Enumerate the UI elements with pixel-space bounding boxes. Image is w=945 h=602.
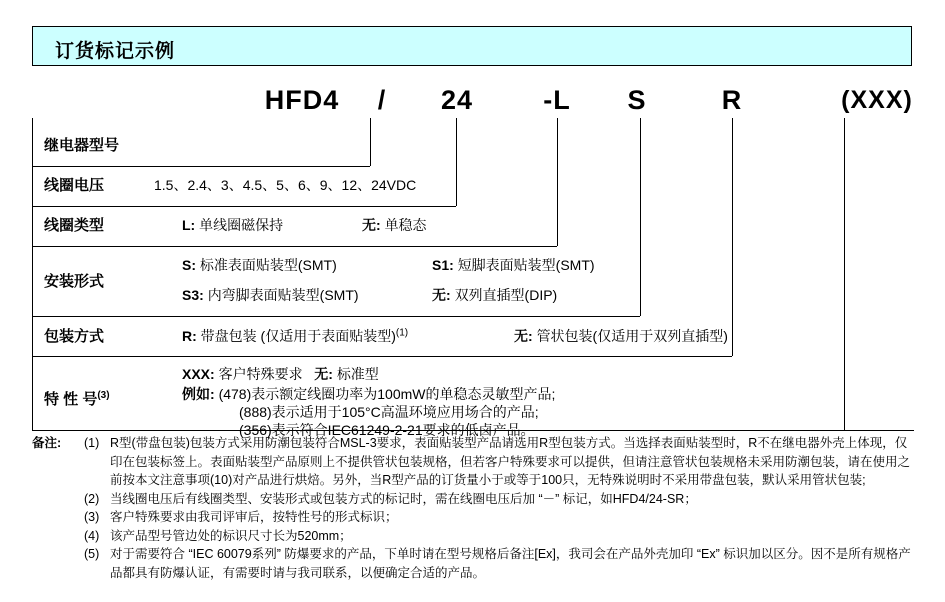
row-content-feature-example-3: (356)表示符合IEC61249-2-21要求的低卤产品。 bbox=[239, 422, 535, 438]
note-number: (4) bbox=[84, 528, 100, 543]
rule-coil-type bbox=[32, 246, 557, 247]
code-slash: / bbox=[377, 84, 387, 115]
packing-r-text: 带盘包装 (仅适用于表面贴装型) bbox=[200, 328, 396, 344]
part-number-row bbox=[32, 76, 912, 124]
coil-type-right-code: 无: bbox=[362, 217, 381, 233]
note-item bbox=[84, 508, 914, 527]
feature-example-label: 例如: bbox=[182, 386, 215, 402]
note-number: (1) bbox=[84, 436, 100, 450]
feature-label-footnote: (3) bbox=[97, 390, 110, 401]
code-feature: (XXX) bbox=[841, 85, 913, 114]
row-label-feature bbox=[44, 388, 110, 409]
coil-type-left-code: L: bbox=[182, 217, 196, 233]
feature-none-code: 无: bbox=[314, 366, 333, 382]
rule-voltage bbox=[32, 206, 456, 207]
rule-packing bbox=[32, 356, 732, 357]
row-content-coil-type-right bbox=[362, 215, 427, 235]
notes-block bbox=[32, 434, 914, 582]
note-item bbox=[84, 490, 914, 509]
row-content-packing-right bbox=[514, 326, 728, 346]
tick-voltage bbox=[456, 118, 457, 206]
mounting-s-text: 标准表面贴装型(SMT) bbox=[199, 257, 337, 273]
note-text: 对于需要符合 “IEC 60079系列” 防爆要求的产品，下单时请在型号规格后备注[Ex]，我司会在产品外壳加印 “Ex” 标识加以区分。因不是所有规格产品都具有防爆认证，有需要时请与我司联系，以便确定合适的产品。 bbox=[110, 547, 911, 580]
row-label-packing: 包装方式 bbox=[44, 328, 105, 345]
note-item bbox=[84, 434, 914, 490]
packing-none-text: 管状包装(仅适用于双列直插型) bbox=[536, 328, 728, 344]
packing-none-code: 无: bbox=[514, 328, 533, 344]
row-label-mounting: 安装形式 bbox=[44, 273, 105, 290]
feature-none-text: 标准型 bbox=[336, 366, 379, 382]
code-model: HFD4 bbox=[264, 84, 340, 115]
mounting-none-text: 双列直插型(DIP) bbox=[454, 287, 558, 303]
ordering-code-diagram bbox=[32, 118, 912, 438]
note-number: (2) bbox=[84, 491, 100, 506]
mounting-none-code: 无: bbox=[432, 287, 451, 303]
mounting-s1-text: 短脚表面贴装型(SMT) bbox=[457, 257, 595, 273]
row-content-mounting-l1-left bbox=[182, 255, 337, 275]
feature-xxx-text: 客户特殊要求 bbox=[218, 366, 303, 382]
row-content-feature-line1 bbox=[182, 364, 379, 384]
note-item bbox=[84, 527, 914, 546]
code-coil-type: -L bbox=[543, 84, 571, 115]
row-label-model: 继电器型号 bbox=[44, 137, 120, 154]
coil-type-right-text: 单稳态 bbox=[384, 217, 427, 233]
note-text: 客户特殊要求由我司评审后，按特性号的形式标识； bbox=[110, 510, 398, 524]
row-label-coil-type: 线圈类型 bbox=[44, 217, 105, 234]
row-content-feature-example-2: (888)表示适用于105°C高温环境应用场合的产品; bbox=[239, 404, 539, 420]
note-text: 当线圈电压后有线圈类型、安装形式或包装方式的标记时，需在线圈电压后加 “－” 标记，如HFD4/24-SR； bbox=[110, 491, 697, 506]
section-title-bar bbox=[32, 26, 912, 66]
row-label-voltage: 线圈电压 bbox=[44, 177, 105, 194]
tick-coil-type bbox=[557, 118, 558, 246]
packing-r-code: R: bbox=[182, 328, 197, 344]
tick-feature bbox=[844, 118, 845, 430]
row-content-mounting-l2-right bbox=[432, 285, 557, 305]
note-text: 该产品型号管边处的标识尺寸长为520mm； bbox=[110, 528, 352, 543]
row-content-mounting-l2-left bbox=[182, 285, 359, 305]
packing-r-footnote: (1) bbox=[395, 327, 409, 339]
feature-xxx-code: XXX: bbox=[182, 366, 215, 382]
code-voltage: 24 bbox=[440, 84, 474, 115]
rule-mounting bbox=[32, 316, 640, 317]
row-content-mounting-l1-right bbox=[432, 255, 595, 275]
mounting-s3-text: 内弯脚表面贴装型(SMT) bbox=[207, 287, 359, 303]
code-packing: R bbox=[721, 84, 743, 115]
notes-heading: 备注: bbox=[32, 436, 62, 450]
coil-type-left-text: 单线圈磁保持 bbox=[199, 217, 284, 233]
code-mounting: S bbox=[627, 84, 647, 115]
mounting-s1-code: S1: bbox=[432, 257, 454, 273]
rule-model bbox=[32, 166, 370, 167]
tick-packing bbox=[732, 118, 733, 356]
note-item bbox=[84, 545, 914, 582]
row-content-coil-type-left bbox=[182, 215, 283, 235]
row-content-feature-example-prefix bbox=[182, 384, 555, 404]
feature-example-1: (478)表示额定线圈功率为100mW的单稳态灵敏型产品; bbox=[218, 386, 556, 402]
note-number: (5) bbox=[84, 547, 100, 561]
note-text: R型(带盘包装)包装方式采用防潮包装符合MSL-3要求，表面贴装型产品请选用R型包装方式。当选择表面贴装型时，R不在继电器外壳上体现，仅印在包装标签上。表面贴装型产品原则上不提供管状包装规格，但若客户特殊要求可以提供，但请注意管状包装规格未采用防潮包装，请在使用之前按本文注意事项(10)对产品进行烘焙。另外，当R型产品的订货量小于或等于100只，无特殊说明时不采用带盘包装，默认采用管状包装; bbox=[110, 436, 911, 487]
page-title: 订货标记示例 bbox=[55, 41, 176, 62]
mounting-s3-code: S3: bbox=[182, 287, 204, 303]
tick-model bbox=[370, 118, 371, 166]
notes-list bbox=[84, 434, 914, 582]
diagram-left-border bbox=[32, 118, 33, 430]
feature-label-text: 特 性 号 bbox=[44, 391, 98, 408]
tick-mounting bbox=[640, 118, 641, 316]
mounting-s-code: S: bbox=[182, 257, 196, 273]
row-content-voltage: 1.5、2.4、3、4.5、5、6、9、12、24VDC bbox=[154, 177, 417, 193]
note-number: (3) bbox=[84, 510, 100, 524]
row-content-packing-left bbox=[182, 326, 408, 346]
